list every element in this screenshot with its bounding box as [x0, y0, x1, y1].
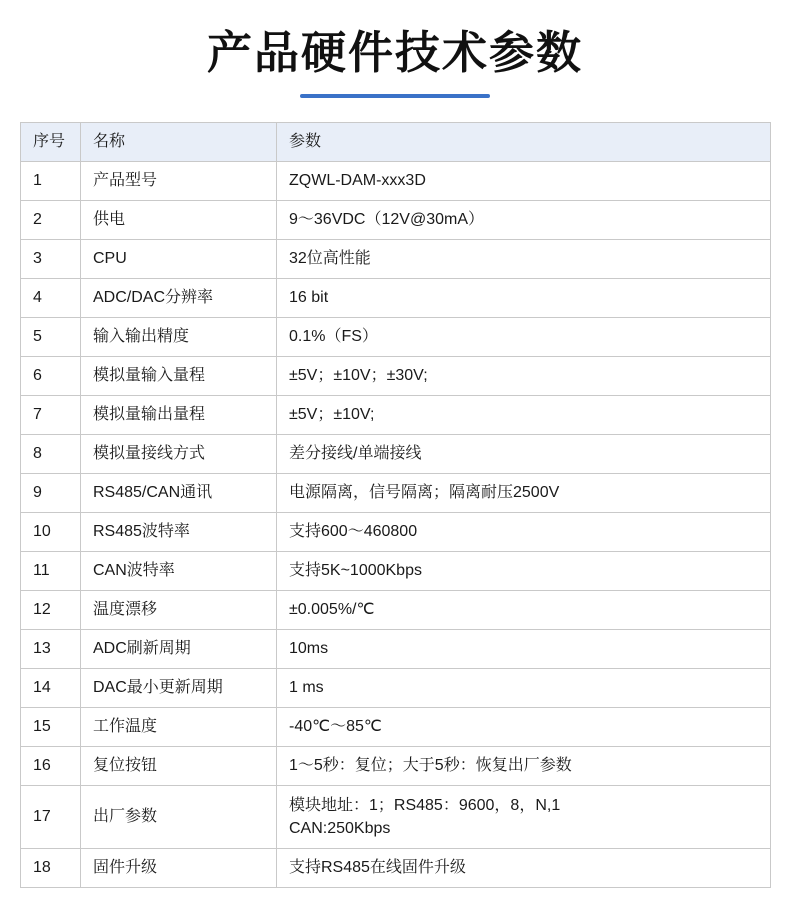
- cell-param-line: ±5V；±10V；±30V;: [289, 367, 428, 385]
- cell-param: [277, 162, 771, 201]
- cell-name: ADC/DAC分辨率: [81, 279, 277, 318]
- cell-param-line: 支持600～460800: [289, 523, 418, 541]
- table-header: [21, 123, 771, 162]
- column-header-param: 参数: [277, 123, 771, 162]
- table-row: [21, 591, 771, 630]
- table-row: [21, 279, 771, 318]
- cell-index: 18: [21, 849, 81, 888]
- table-row: [21, 474, 771, 513]
- cell-name: 模拟量输出量程: [81, 396, 277, 435]
- table-row: [21, 396, 771, 435]
- cell-param: [277, 591, 771, 630]
- cell-param-line: -40℃～85℃: [289, 718, 382, 736]
- cell-index: 3: [21, 240, 81, 279]
- cell-index: 1: [21, 162, 81, 201]
- table-row: [21, 669, 771, 708]
- cell-param: [277, 357, 771, 396]
- cell-param-line: ZQWL-DAM-xxx3D: [289, 172, 426, 190]
- table-row: [21, 747, 771, 786]
- table-row: [21, 240, 771, 279]
- cell-param: [277, 396, 771, 435]
- title-underline: [300, 94, 490, 98]
- cell-name: RS485波特率: [81, 513, 277, 552]
- cell-index: 6: [21, 357, 81, 396]
- cell-name: 温度漂移: [81, 591, 277, 630]
- cell-name: 产品型号: [81, 162, 277, 201]
- cell-param-line: 支持RS485在线固件升级: [289, 859, 466, 877]
- cell-name: 模拟量接线方式: [81, 435, 277, 474]
- table-row: [21, 201, 771, 240]
- cell-param-line: 9～36VDC（12V@30mA）: [289, 211, 484, 229]
- table-row: [21, 318, 771, 357]
- cell-index: 13: [21, 630, 81, 669]
- cell-name: 输入输出精度: [81, 318, 277, 357]
- cell-param: [277, 849, 771, 888]
- cell-param-line: 支持5K~1000Kbps: [289, 562, 422, 580]
- column-header-name: 名称: [81, 123, 277, 162]
- table-row: [21, 849, 771, 888]
- cell-param: [277, 201, 771, 240]
- cell-name: 固件升级: [81, 849, 277, 888]
- cell-param-line: 32位高性能: [289, 250, 371, 268]
- cell-index: 16: [21, 747, 81, 786]
- cell-param-line: CAN:250Kbps: [289, 820, 391, 837]
- cell-param: [277, 708, 771, 747]
- cell-param-line: 差分接线/单端接线: [289, 445, 422, 463]
- cell-index: 7: [21, 396, 81, 435]
- cell-name: 供电: [81, 201, 277, 240]
- table-header-row: [21, 123, 771, 162]
- table-row: [21, 630, 771, 669]
- table-body: [21, 162, 771, 888]
- cell-name: 出厂参数: [81, 786, 277, 849]
- cell-index: 15: [21, 708, 81, 747]
- table-row: [21, 708, 771, 747]
- page-title: 产品硬件技术参数: [206, 27, 583, 78]
- cell-param: [277, 786, 771, 849]
- cell-param-line: ±5V；±10V;: [289, 406, 375, 424]
- cell-name: ADC刷新周期: [81, 630, 277, 669]
- cell-name: 工作温度: [81, 708, 277, 747]
- cell-name: DAC最小更新周期: [81, 669, 277, 708]
- cell-index: 8: [21, 435, 81, 474]
- cell-param: [277, 474, 771, 513]
- column-header-index: 序号: [21, 123, 81, 162]
- cell-param-line: 1 ms: [289, 679, 324, 697]
- cell-name: CAN波特率: [81, 552, 277, 591]
- cell-param-line: 10ms: [289, 640, 329, 658]
- cell-param-line: 模块地址：1；RS485：9600，8，N,1: [289, 796, 561, 814]
- cell-param: [277, 552, 771, 591]
- cell-param: [277, 240, 771, 279]
- cell-index: 17: [21, 786, 81, 849]
- cell-index: 2: [21, 201, 81, 240]
- cell-index: 11: [21, 552, 81, 591]
- cell-index: 4: [21, 279, 81, 318]
- table-row: [21, 357, 771, 396]
- cell-param: [277, 747, 771, 786]
- cell-index: 5: [21, 318, 81, 357]
- cell-name: CPU: [81, 240, 277, 279]
- cell-param: [277, 279, 771, 318]
- cell-index: 12: [21, 591, 81, 630]
- cell-param: [277, 669, 771, 708]
- cell-param: [277, 513, 771, 552]
- cell-param-line: 16 bit: [289, 289, 329, 307]
- spec-table-wrap: [20, 122, 770, 888]
- title-block: [0, 0, 790, 98]
- cell-param: [277, 435, 771, 474]
- cell-index: 9: [21, 474, 81, 513]
- table-row: [21, 513, 771, 552]
- cell-name: 复位按钮: [81, 747, 277, 786]
- table-row: [21, 162, 771, 201]
- cell-index: 10: [21, 513, 81, 552]
- table-row: [21, 786, 771, 849]
- cell-param: [277, 630, 771, 669]
- cell-param-line: 0.1%（FS）: [289, 328, 378, 346]
- cell-index: 14: [21, 669, 81, 708]
- table-row: [21, 552, 771, 591]
- cell-param-line: 电源隔离，信号隔离；隔离耐压2500V: [289, 484, 560, 502]
- cell-param-line: ±0.005%/℃: [289, 601, 375, 619]
- cell-param: [277, 318, 771, 357]
- table-row: [21, 435, 771, 474]
- cell-name: 模拟量输入量程: [81, 357, 277, 396]
- spec-table: [20, 122, 771, 888]
- cell-name: RS485/CAN通讯: [81, 474, 277, 513]
- cell-param-line: 1～5秒：复位；大于5秒：恢复出厂参数: [289, 757, 572, 775]
